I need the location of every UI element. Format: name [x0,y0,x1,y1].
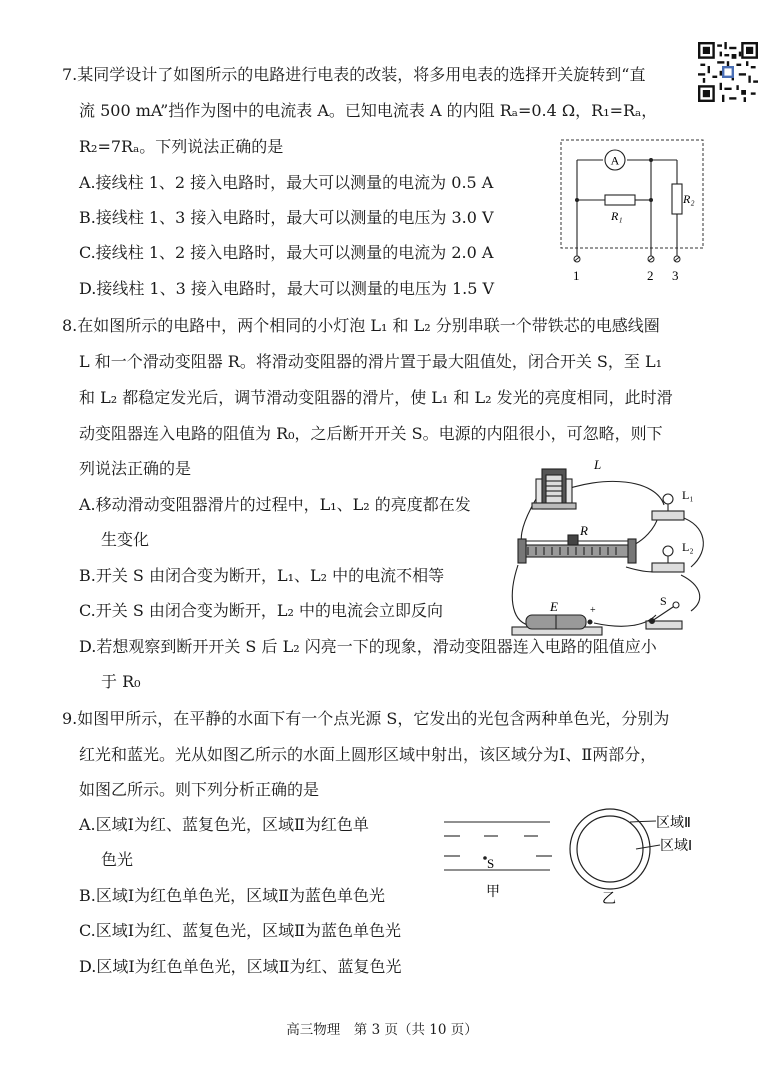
q7-option-c: C.接线柱 1、2 接入电路时，最大可以测量的电流为 2.0 A [79,243,494,262]
q8-apparatus-diagram [506,455,716,645]
q7-line-3: R₂=7Rₐ。下列说法正确的是 [79,137,284,156]
q9-figure-jia [438,812,560,902]
r1-label: R₁ [611,209,623,223]
lamp-l1 [652,494,684,520]
inductor-label: L [594,457,602,472]
region-1-label: 区域Ⅰ [660,839,693,854]
page-footer: 高三物理 第 3 页（共 10 页） [286,1022,478,1038]
q8-line-3: 和 L₂ 都稳定发光后，调节滑动变阻器的滑片，使 L₁ 和 L₂ 发光的亮度相同，此时滑 [79,388,673,407]
q9-figure-yi [560,805,710,905]
q8-line-5: 列说法正确的是 [79,459,192,478]
battery [512,615,602,635]
q9-option-a-1: A.区域Ⅰ为红、蓝复色光，区域Ⅱ为红色单 [79,815,369,834]
region-2-label: 区域Ⅱ [656,816,691,831]
q8-line-2: L 和一个滑动变阻器 R。将滑动变阻器的滑片置于最大阻值处，闭合开关 S，至 L₁ [79,352,663,371]
q7-circuit-diagram [555,136,710,286]
q9-option-b: B.区域Ⅰ为红色单色光，区域Ⅱ为蓝色单色光 [79,886,386,905]
r2-label: R₂ [683,192,695,206]
ammeter-label: A [610,153,620,168]
qr-code [698,42,758,102]
q7-line-2: 流 500 mA”挡作为图中的电流表 A。已知电流表 A 的内阻 Rₐ=0.4 Ω，R₁=Rₐ， [79,101,658,120]
q8-option-b: B.开关 S 由闭合变为断开，L₁、L₂ 中的电流不相等 [79,566,445,585]
q9-option-a-2: 色光 [101,850,134,869]
q9-line-2: 红光和蓝光。光从如图乙所示的水面上圆形区域中射出，该区域分为Ⅰ、Ⅱ两部分， [79,745,657,764]
switch-label: S [660,594,667,608]
q9-line-1: 9.如图甲所示，在平静的水面下有一个点光源 S，它发出的光包含两种单色光，分别为 [62,709,670,728]
q8-option-a-1: A.移动滑动变阻器滑片的过程中，L₁、L₂ 的亮度都在发 [79,495,471,514]
q7-option-d: D.接线柱 1、3 接入电路时，最大可以测量的电压为 1.5 V [79,279,495,298]
q8-line-4: 动变阻器连入电路的阻值为 R₀，之后断开开关 S。电源的内阻很小，可忽略，则下 [79,424,663,443]
q9-option-c: C.区域Ⅰ为红、蓝复色光，区域Ⅱ为蓝色单色光 [79,921,401,940]
q7-line-1: 7.某同学设计了如图所示的电路进行电表的改装，将多用电表的选择开关旋转到“直 [62,65,646,84]
lamp-l2 [652,546,684,572]
source-label: S [487,856,495,871]
lamp-l1-label: L₁ [682,488,694,502]
rheostat-label: R [580,523,588,538]
q8-option-d-1: D.若想观察到断开开关 S 后 L₂ 闪亮一下的现象，滑动变阻器连入电路的阻值应小 [79,637,657,656]
q7-option-a: A.接线柱 1、2 接入电路时，最大可以测量的电流为 0.5 A [79,173,494,192]
q7-option-b: B.接线柱 1、3 接入电路时，最大可以测量的电压为 3.0 V [79,208,494,227]
q9-line-3: 如图乙所示。则下列分析正确的是 [79,780,320,799]
figure-jia-label: 甲 [486,885,500,900]
lamp-l2-label: L₂ [682,540,694,554]
q8-option-a-2: 生变化 [101,530,150,549]
terminal-3: 3 [672,268,679,283]
q9-option-d: D.区域Ⅰ为红色单色光，区域Ⅱ为红、蓝复色光 [79,957,402,976]
battery-label: E [550,599,558,614]
terminal-1: 1 [573,268,580,283]
q8-line-1: 8.在如图所示的电路中，两个相同的小灯泡 L₁ 和 L₂ 分别串联一个带铁芯的电感线圈 [62,316,660,335]
inductor [532,469,576,509]
terminal-2: 2 [647,268,654,283]
q8-option-c: C.开关 S 由闭合变为断开，L₂ 中的电流会立即反向 [79,601,444,620]
figure-yi-label: 乙 [602,892,616,905]
battery-plus: + [590,605,596,616]
rheostat [518,535,636,563]
q8-option-d-2: 于 R₀ [101,672,141,691]
